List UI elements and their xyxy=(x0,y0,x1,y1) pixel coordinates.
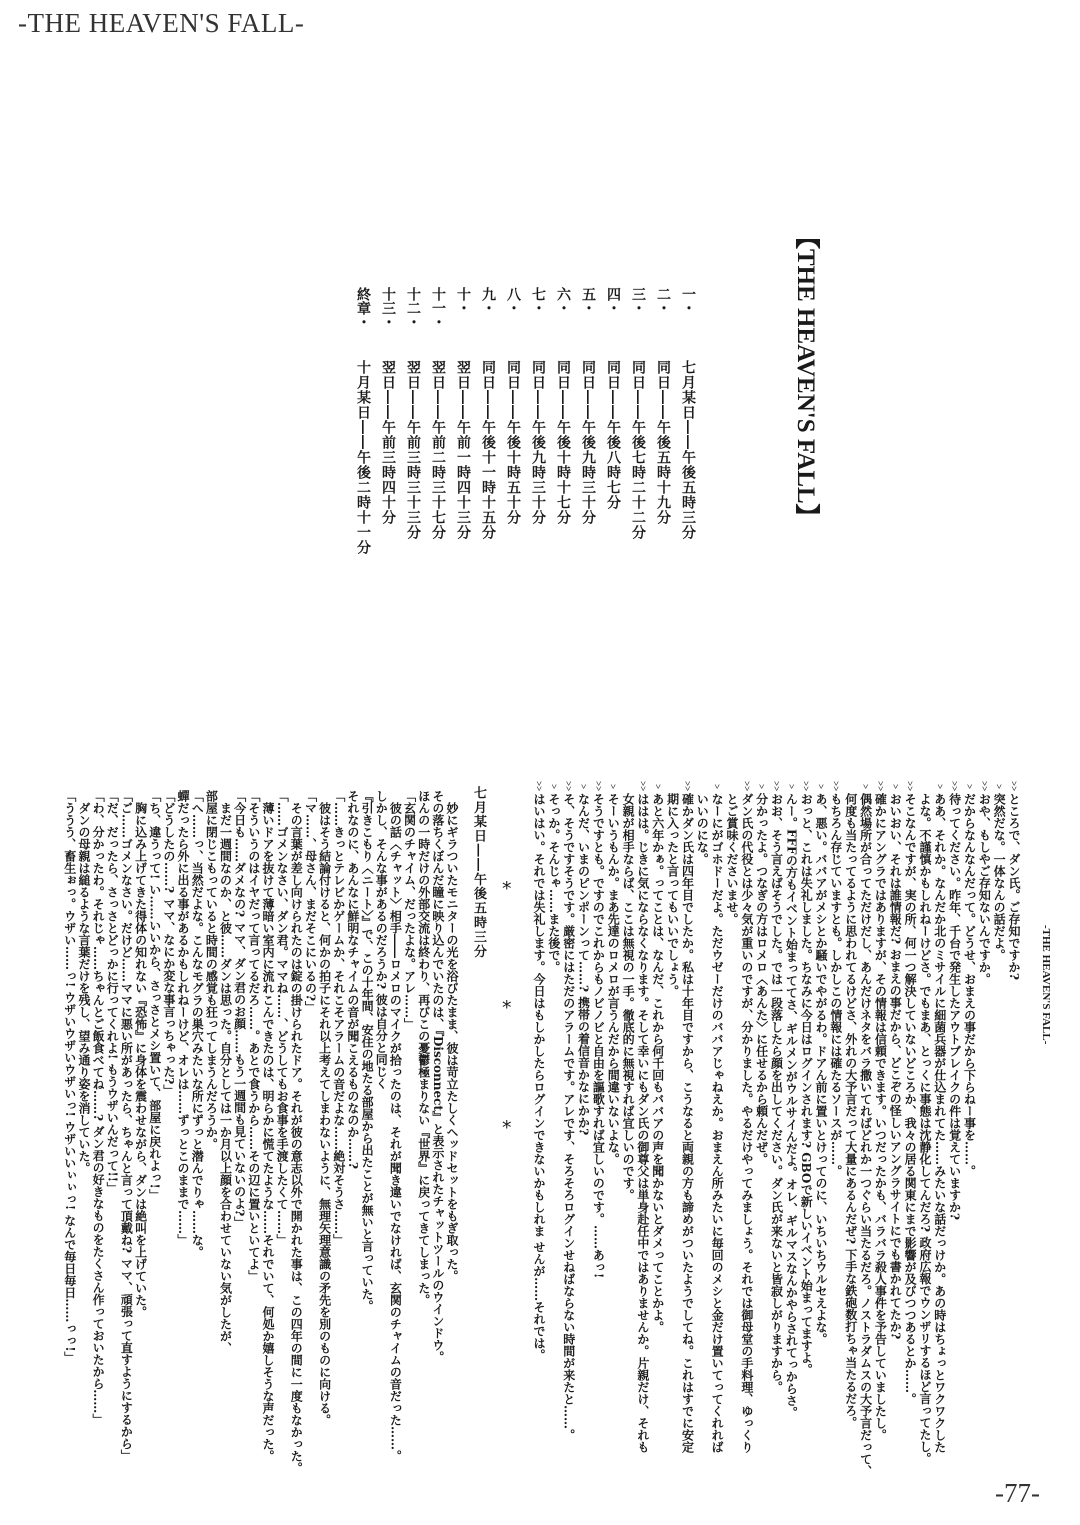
prose-paragraph: まだ一週間なのか、と彼……ダンは思った。自分としては一か月以上顔を合わせていない気がしたが、 xyxy=(218,802,233,1354)
toc-entry-time: 翌日――午前三時三十三分 xyxy=(405,360,421,540)
toc-entry-number: 終章・ xyxy=(355,287,371,329)
prose-paragraph: 「わ、分かったわ。それじゃ……ちゃんとご飯食べてね……? ダン君の好きなものをたくさん作っておいたから……」 xyxy=(91,790,106,1426)
prose-paragraph: 「そういうのはイヤだって言ってるだろ……。あとで食うから……その辺に置いといてよ」 xyxy=(246,790,261,1282)
chat-quote-marker: >> xyxy=(593,781,604,792)
chat-line xyxy=(620,780,635,1480)
prose-paragraph: しかし、そんな事があるのだろうか? 彼は自分と同じく xyxy=(374,790,389,1090)
prose-paragraph: 「へ……っ、当然だよな。こんなモグラの巣穴みたいな所にずっと潜んでりゃ……な。 xyxy=(190,790,205,1258)
chat-line xyxy=(932,780,947,1480)
chat-quote-marker: > xyxy=(860,783,871,790)
chat-line-text: そーいうもんか。まあ先達のロメロが言うんだから間違いないよな。 xyxy=(606,793,621,1165)
chat-quote-marker: > xyxy=(756,783,767,790)
chat-line xyxy=(947,780,962,1480)
prose-paragraph: 妙にギラついたモニターの光を浴びたまま、彼は苛立たしくヘッドセットをもぎ取った。 xyxy=(445,802,459,1282)
toc-entry xyxy=(650,287,675,555)
chat-line-text: 待ってください。昨年、千台で発生したアウトブレイクの件は覚えていますか? xyxy=(947,793,962,1221)
chat-line-text: そうですとも。ですのでこれからもノビノビと自由を謳歌すれば宜しいのです。……あっ! xyxy=(591,793,606,1279)
toc-entry-time: 同日――午後九時三十分 xyxy=(530,360,546,525)
chapter-heading: 七月某日――午後五時三分 xyxy=(471,786,486,959)
chat-line-text: んー。FFFの方もイベント始まっててさ、ギルメンがウルサイんだよ。オレ、ギルマスなんかやらされてっからさ。 xyxy=(784,793,799,1419)
toc-entry-number: 三・ xyxy=(630,287,646,315)
chat-line xyxy=(650,780,665,1480)
toc-entry-number: 十・ xyxy=(455,287,471,315)
chat-line-text: ああ、それか。なんだか北のミサイルに細菌兵器が仕込まれてた……みたいな話だっけか。あの時はちょっとワクワクした xyxy=(932,793,947,1453)
chat-quote-marker: >> xyxy=(875,781,886,792)
toc-entry-number: 五・ xyxy=(580,287,596,315)
chat-line-text: もちろん存じていますとも。しかしこの情報には確たるソースが……。 xyxy=(828,793,843,1177)
chat-quote-marker: >> xyxy=(801,781,812,792)
toc-entry xyxy=(400,287,425,555)
chat-line xyxy=(813,780,828,1480)
chat-line xyxy=(843,780,858,1480)
running-header-side: -THE HEAVEN'S FALL- xyxy=(1040,925,1052,1045)
chat-line-text: 確かダン氏は四年目でしたか。私は十年目ですから、こうなると両親の方も諦めがついたようでしてね。これはすでに安定 xyxy=(680,793,695,1453)
chat-line-text: そっか。そんじゃ……また後で。 xyxy=(546,793,561,973)
chat-line-text: 分かったよ。つなぎの方はロメロ〈あんた〉に任せるから頼んだぜ。 xyxy=(754,793,769,1165)
chat-line xyxy=(769,780,784,1480)
toc-entry-number: 四・ xyxy=(605,287,621,315)
toc-entry-time: 同日――午後七時二十二分 xyxy=(630,360,646,540)
prose-paragraph: 「……ゴメンなさい、ダン君。ママね……、どうしてもお食事を手渡したくて……」 xyxy=(275,790,290,1246)
chat-line-text: いいのにな。 xyxy=(695,793,710,865)
toc-entry xyxy=(625,287,650,555)
chat-line-text: 女親が相手ならば、ここは無視の一手。徹底的に無視すれば宜しいのです。 xyxy=(621,793,636,1201)
chat-line-text: 突然だな。一体なんの話だよ。 xyxy=(992,793,1007,961)
prose-paragraph: 蟬だったら外に出る事があるかもしれねーけど、オレは……ずっとこのままで……」 xyxy=(176,790,191,1246)
chat-line xyxy=(887,780,902,1480)
chat-line-text: はいはい。それでは失礼します。今日はもしかしたらログインできないかもしれま せんが……それでは。 xyxy=(532,793,546,1362)
toc-entry xyxy=(525,287,550,555)
chat-line xyxy=(1006,780,1021,1480)
toc-entry xyxy=(550,287,575,555)
chat-quote-marker: > xyxy=(712,783,723,790)
chat-quote-marker: >> xyxy=(563,781,574,792)
running-header-title: -THE HEAVEN'S FALL- xyxy=(18,8,305,38)
toc-entry-number: 二・ xyxy=(655,287,671,315)
chat-line-text: なーにがゴホドーだよ。ただウゼーだけのババアじゃねえか。おまえん所みたいに毎回のメシと金だけ置いてってくれれば xyxy=(710,793,725,1453)
prose-paragraph: 「今日も……ダメなの? ママ、ダン君のお顔……もう一週間も見ていないのよ?」 xyxy=(232,790,247,1229)
chat-quote-marker: > xyxy=(608,783,619,790)
chat-quote-marker: >> xyxy=(771,781,782,792)
chat-line xyxy=(531,780,546,1480)
chat-line xyxy=(605,780,620,1480)
toc-entry-time: 翌日――午前二時三十七分 xyxy=(430,360,446,540)
toc-entry-time: 七月某日――午後五時三分 xyxy=(680,360,696,540)
toc-entry-time: 同日――午後十一時十五分 xyxy=(480,360,496,540)
chat-line-text: ところで、ダン氏。ご存知ですか? xyxy=(1007,793,1021,981)
prose-paragraph: 「ううう、畜生ぉっ。ウザい……っ! ウザいウザいウザいっ! ウザいいぃぃっ! なんで毎日毎日……っっ!」 xyxy=(62,790,77,1364)
chat-quote-marker: >> xyxy=(949,781,960,792)
chat-line xyxy=(828,780,843,1480)
toc-entry-time: 同日――午後十時十七分 xyxy=(555,360,571,525)
section-separator-asterisk: * xyxy=(502,997,512,1019)
toc-entry-number: 六・ xyxy=(555,287,571,315)
prose-paragraph: 「どうしたの……? ママ、なにか変な事言っちゃった?」 xyxy=(161,790,176,1097)
toc-title: 【THE HEAVEN'S FALL】 xyxy=(792,224,819,529)
chat-line xyxy=(546,780,561,1480)
prose-paragraph: 胸に込み上げてきた得体の知れない『恐怖』に身体を震わせながら、ダンは絶叫を上げていた。 xyxy=(133,802,148,1318)
toc-entry xyxy=(500,287,525,555)
chat-quote-marker: >> xyxy=(534,781,544,792)
chat-line-text: そ、そうですそうです。厳密にはただのアラームです。アレです、そろそろログインせねばならない時間が来たと……。 xyxy=(561,793,576,1441)
prose-paragraph: 「だ、だったら、さっさとどっかに行ってくれよ! もうウザいんだって!!」 xyxy=(105,790,120,1194)
chat-quote-marker: >> xyxy=(905,781,916,792)
prose-paragraph: 「ち、違うって! い……いいから、さっさとメシ置いて、部屋に戻れよっ!」 xyxy=(147,790,162,1201)
toc-entry-number: 十二・ xyxy=(405,287,421,329)
chat-line xyxy=(724,780,739,1480)
toc-entry-time: 同日――午後五時十九分 xyxy=(655,360,671,525)
chat-line xyxy=(902,780,917,1480)
prose-paragraph: その言葉が差し向けられたのは錠の掛けられたドア。それが彼の意志以外で開かれた事は、この四年の間に一度もなかった。 xyxy=(289,802,304,1474)
toc-entry-number: 八・ xyxy=(505,287,521,315)
chat-line-text: そこなんですが、実の所、何一つ解決していないどころか、我々の居る関東にまで影響が及びつつあるとか……。 xyxy=(903,793,918,1405)
chat-line-text: 確かにアングラではありますが、その情報は信頼できます。いつだったかも、バラバラ殺人事件を予告していましたし。 xyxy=(873,793,888,1441)
chat-quote-marker: > xyxy=(548,783,559,790)
section-separator-asterisk: * xyxy=(502,878,512,900)
chat-quote-marker: > xyxy=(890,783,901,790)
toc-entry xyxy=(475,287,500,555)
chat-line-text: ダン氏の代役とは少々気が重いのですが、分かりました。やるだけやってみましょう。それでは御母堂の手料理、ゆっくり xyxy=(739,793,754,1453)
toc-entry xyxy=(350,287,375,555)
chat-line xyxy=(754,780,769,1480)
chat-line xyxy=(739,780,754,1480)
chat-line xyxy=(561,780,576,1480)
chat-line xyxy=(991,780,1006,1480)
toc-entry-time: 同日――午後九時三十分 xyxy=(580,360,596,525)
chat-line-text: 何度も当たってるように思われてるけどさ、外れの大予言だって大量にあるんだぜ? 下手な鉄砲数打ちゃ当たるだろ。 xyxy=(843,793,858,1429)
toc-entry xyxy=(425,287,450,555)
prose-paragraph: その落ちくぼんだ瞳に映り込んでいたのは、『Disconnect』と表示されたチャットツールのウインドウ。 xyxy=(430,790,445,1363)
toc-entry-number: 十一・ xyxy=(430,287,446,329)
chat-quote-marker: >> xyxy=(979,781,990,792)
chat-line-text: おお、そう言えばそうでした。では一段落したら顔を出してください。ダン氏が来ないと皆寂しがりますから。 xyxy=(769,793,784,1393)
chat-quote-marker: > xyxy=(652,783,663,790)
chat-line xyxy=(858,780,873,1480)
chat-line-text: 期に入ったと言ってもいいでしょう。 xyxy=(665,793,680,997)
toc-entry-time: 十月某日――午後二時十一分 xyxy=(355,360,371,555)
chat-line xyxy=(680,780,695,1480)
toc-entry-number: 十三・ xyxy=(380,287,396,329)
chat-log xyxy=(531,780,1021,1480)
prose-paragraph: 彼の話〈チャット〉相手――ロメロのマイクが拾ったのは、それが聞き違いでなければ、玄関のチャイムの音だった……。 xyxy=(388,802,403,1462)
chat-quote-marker: >> xyxy=(830,781,841,792)
prose-paragraph: 「……きっとテレビかゲームか、それこそアラームの音だよな……絶対そうさ……」 xyxy=(331,790,346,1246)
prose-paragraph: 「玄関のチャイム、だったよな。アレ……」 xyxy=(402,790,417,1030)
chat-line-text: おや、もしやご存知ないんですか。 xyxy=(977,793,992,985)
prose-paragraph: 「ご……ゴメンなさい。だけど……ママに悪い所があったら、ちゃんと言って頂戴ね? ママ、頑張って直すようにするから」 xyxy=(119,790,134,1462)
chat-line-text: ははは。じきに気にならなくなります。そして幸いにもダン氏の御尊父は単身赴任中ではありませんか。片親だけ、それも xyxy=(635,793,650,1453)
toc-entry-number: 七・ xyxy=(530,287,546,315)
chat-line xyxy=(962,780,977,1480)
toc-entry xyxy=(450,287,475,555)
chat-quote-marker: > xyxy=(994,783,1005,790)
prose-paragraph: ダンの母親は縋るような言葉だけを残し、望み通り姿を消していた。 xyxy=(76,802,91,1174)
chat-line xyxy=(694,780,709,1480)
toc-entry-number: 一・ xyxy=(680,287,696,315)
chat-line-text: あと六年かぁ。ってことは、なんだ、これから何千回もババアの声を聞かないとダメってことかよ。 xyxy=(650,793,665,1333)
table-of-contents xyxy=(325,287,700,555)
chat-line xyxy=(798,780,813,1480)
chat-quote-marker: >> xyxy=(682,781,693,792)
chat-line xyxy=(917,780,932,1480)
prose-body xyxy=(63,790,459,1480)
chat-quote-marker: >> xyxy=(637,781,648,792)
chat-line xyxy=(784,780,799,1480)
prose-paragraph: 「マ……、母さん、まだそこにいるの?」 xyxy=(303,790,318,1014)
chat-line-text: よな。不謹慎かもしれねーけどさ。でもまあ、とっくに事態は沈静化してんだろ? 政府広報でウンザリするほど言ってたし。 xyxy=(917,793,932,1465)
chat-line xyxy=(873,780,888,1480)
prose-paragraph: 部屋に閉じこもっていると時間の感覚も狂ってしまうんだろうか。 xyxy=(204,790,219,1150)
chat-line-text: とご賞味くださいませ。 xyxy=(724,793,739,925)
chat-line xyxy=(591,780,606,1480)
chat-line-text: だからなんなんだって。どうせ、おまえの事だから下らねー事を……。 xyxy=(962,793,977,1177)
chat-quote-marker: >> xyxy=(741,781,752,792)
toc-entry xyxy=(575,287,600,555)
toc-entry-number: 九・ xyxy=(480,287,496,315)
toc-entry-time: 翌日――午前三時四十分 xyxy=(380,360,396,525)
toc-entry-time: 翌日――午前一時四十三分 xyxy=(455,360,471,540)
chat-line xyxy=(635,780,650,1480)
chat-line xyxy=(576,780,591,1480)
chat-line xyxy=(976,780,991,1480)
prose-paragraph: 彼はそう結論付けると、何かの拍子にそれ以上考えてしまわないように、無理矢理意識の矛先を別のものに向ける。 xyxy=(317,802,332,1426)
chat-line xyxy=(709,780,724,1480)
chat-line-text: おっと、これは失礼しました。ちなみに今日はログインされます? GBOで新しいイベント始まってますよ。 xyxy=(799,793,814,1376)
toc-entry-time: 同日――午後八時七分 xyxy=(605,360,621,510)
chat-quote-marker: > xyxy=(578,783,589,790)
chat-quote-marker: > xyxy=(934,783,945,790)
prose-paragraph: 薄いドアを抜けて薄暗い室内に流れこんできたのは、明らかに慌てたような……それでいて、何処か嬉しそうな声だった。 xyxy=(260,802,275,1462)
chat-line xyxy=(665,780,680,1480)
chat-quote-marker: >> xyxy=(1009,781,1019,792)
prose-paragraph: 『引きこもり〈ニート〉』で、この十年間、安住の地たる部屋から出たことが無いと言っていた。 xyxy=(360,790,375,1312)
chat-line-text: おいおい、それは誰情報だ? おまえの事だから、どこぞの怪しいアングラサイトにでも書かれてたか? xyxy=(888,793,903,1340)
toc-entry xyxy=(675,287,700,555)
chat-quote-marker: > xyxy=(964,783,975,790)
toc-entry xyxy=(375,287,400,555)
toc-entry-time: 同日――午後十時五十分 xyxy=(505,360,521,525)
chat-line-text: 偶然場所が合ってただけだし、あんだけネタをバラ撒いてればどれか一つぐらい当たるだろ。ノストラダムスの大予言だって、 xyxy=(858,793,873,1477)
chat-line-text: なんだ、いまのピンポーンって……? 携帯の着信音かなにかか? xyxy=(576,793,591,1136)
chat-quote-marker: > xyxy=(786,783,797,790)
chat-quote-marker: > xyxy=(816,783,827,790)
chat-line-text: あ、悪い。ババアがメシとか騒いでやがるわ。ドアん前に置いとけってのに、いちいちウルセえよな。 xyxy=(814,793,829,1345)
page-number: -77- xyxy=(995,1478,1040,1508)
toc-entry xyxy=(600,287,625,555)
section-separator-asterisk: * xyxy=(502,1117,512,1139)
prose-paragraph: それなのに、あんなに鮮明なチャイムの音が聞こえるものなのか……? xyxy=(345,790,360,1170)
prose-paragraph: ほんの一時だけの外部交流は終わり、再びこの憂鬱極まりない『世界』に戻ってきてしまった。 xyxy=(416,790,431,1306)
